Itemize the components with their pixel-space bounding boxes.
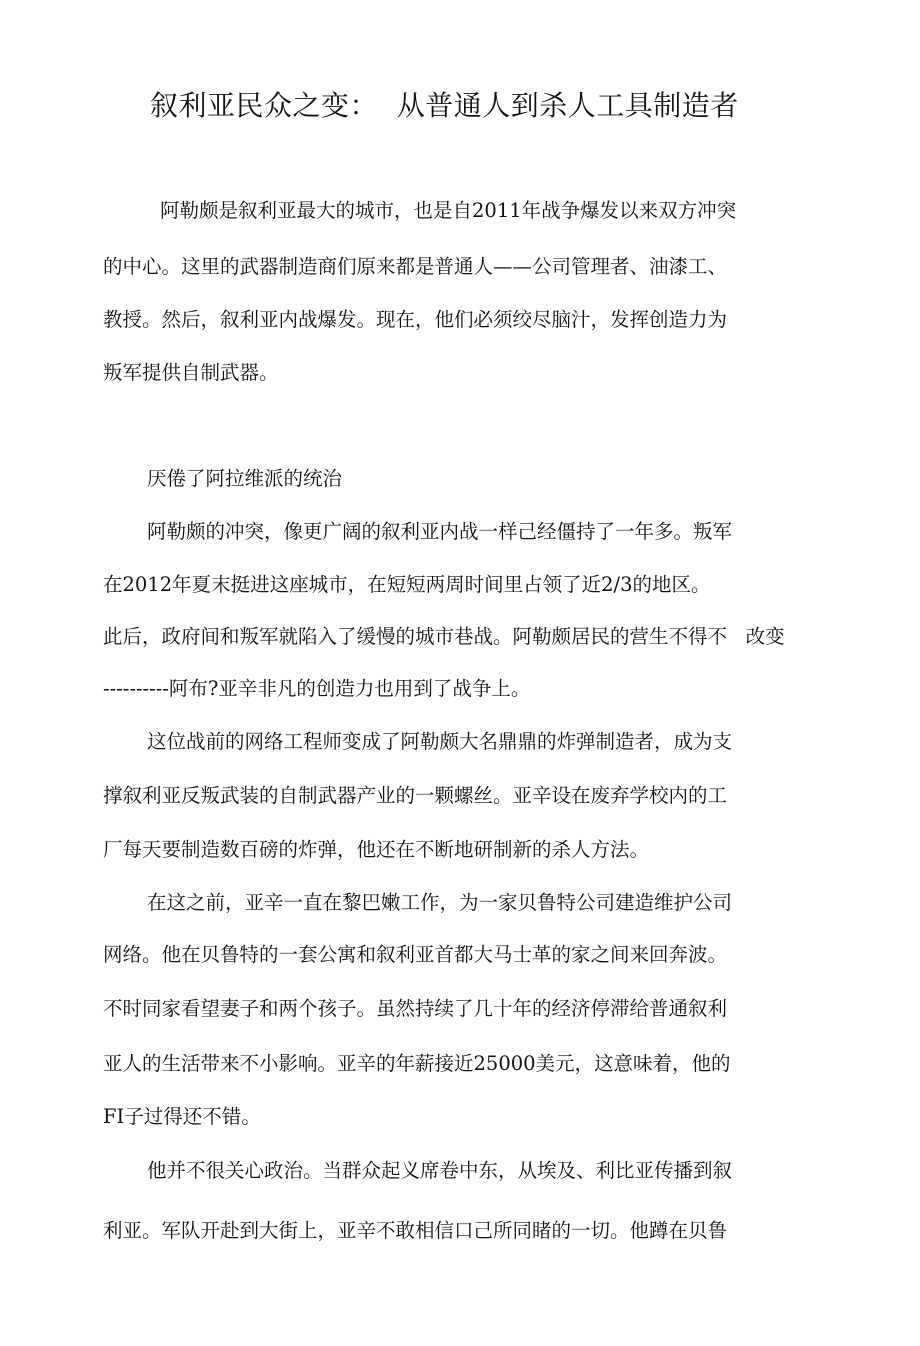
page-title: 叙利亚民众之变： 从普通人到杀人工具制造者: [150, 89, 739, 122]
text-line: ----------阿布?亚辛非凡的创造力也用到了战争上。: [103, 677, 531, 700]
text-line: 厂每天要制造数百磅的炸弹，他还在不断地研制新的杀人方法。: [103, 838, 650, 861]
text-line: 这位战前的网络工程师变成了阿勒颇大名鼎鼎的炸弹制造者，成为支: [147, 730, 733, 753]
text-line: 利亚。军队开赴到大街上，亚辛不敢相信口己所同睹的一切。他蹲在贝鲁: [103, 1219, 728, 1242]
text-line: 在这之前，亚辛一直在黎巴嫩工作，为一家贝鲁特公司建造维护公司: [147, 891, 733, 914]
text-line: 此后，政府间和叛军就陷入了缓慢的城市巷战。阿勒颇居民的营生不得不 改变: [103, 625, 785, 648]
text-line: 不时同家看望妻子和两个孩子。虽然持续了几十年的经济停滞给普通叙利: [103, 997, 728, 1020]
text-line: 的中心。这里的武器制造商们原来都是普通人——公司管理者、油漆工、: [103, 255, 728, 278]
text-line: 在2012年夏末挺进这座城市，在短短两周时间里占领了近2/3的地区。: [103, 573, 711, 596]
text-line: FI子过得还不错。: [103, 1105, 261, 1128]
text-line: 他并不很关心政治。当群众起义席卷中东，从埃及、利比亚传播到叙: [147, 1159, 733, 1182]
text-line: 教授。然后，叙利亚内战爆发。现在，他们必须绞尽脑汁，发挥创造力为: [103, 308, 728, 331]
text-line: 阿勒颇是叙利亚最大的城市，也是自2011年战争爆发以来双方冲突: [160, 199, 737, 222]
text-line: 撑叙利亚反叛武装的自制武器产业的一颗螺丝。亚辛设在废弃学校内的工: [103, 784, 728, 807]
text-line: 阿勒颇的冲突，像更广阔的叙利亚内战一样己经僵持了一年多。叛军: [147, 520, 733, 543]
section-heading: 厌倦了阿拉维派的统治: [147, 467, 343, 490]
text-line: 叛军提供自制武器。: [103, 361, 279, 384]
text-line: 亚人的生活带来不小影响。亚辛的年薪接近25000美元，这意味着，他的: [103, 1052, 731, 1075]
text-line: 网络。他在贝鲁特的一套公寓和叙利亚首都大马士革的家之间来回奔波。: [103, 943, 728, 966]
